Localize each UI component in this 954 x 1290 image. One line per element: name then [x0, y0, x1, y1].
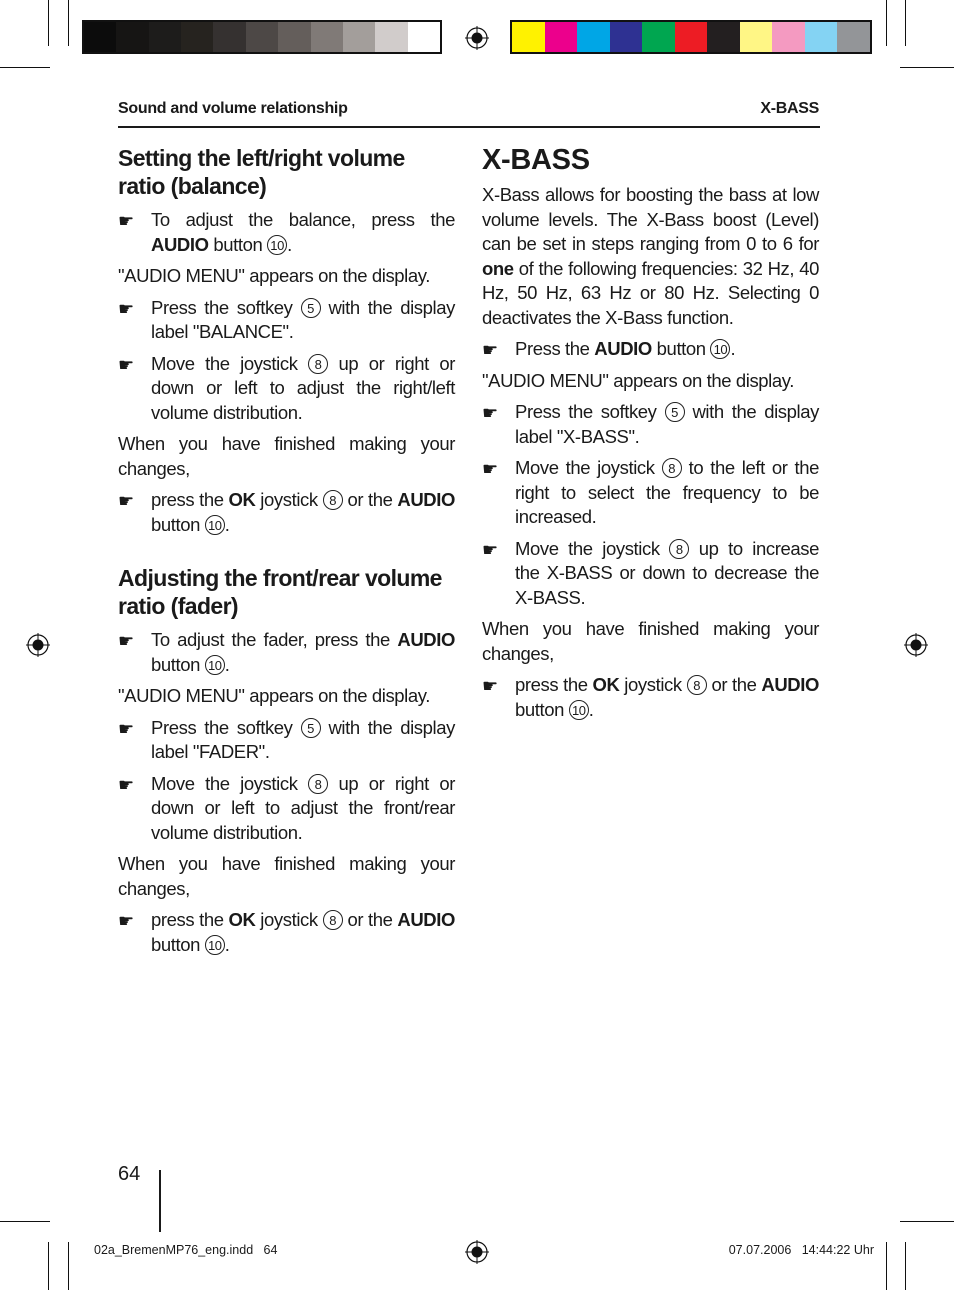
color-swatch [375, 22, 407, 52]
callout-8: 8 [687, 675, 707, 695]
registration-mark-icon [465, 26, 489, 50]
balance-step-3: ☛ Move the joystick 8 up or right or down or left to adjust the right/left volume distribution. [118, 352, 455, 423]
registration-mark-icon [904, 633, 928, 657]
callout-10: 10 [205, 515, 225, 535]
right-column [482, 140, 819, 729]
pointing-hand-icon: ☛ [118, 491, 134, 511]
fader-menu-note: "AUDIO MENU" appears on the display. [118, 685, 430, 706]
color-swatch [577, 22, 610, 52]
color-swatch [181, 22, 213, 52]
color-swatch [610, 22, 643, 52]
pointing-hand-icon: ☛ [482, 459, 498, 479]
crop-mark [48, 1242, 49, 1290]
callout-10: 10 [267, 235, 287, 255]
callout-8: 8 [662, 458, 682, 478]
xbass-step-4: ☛ Move the joystick 8 up to increase the X-BASS or down to decrease the X-BASS. [482, 537, 819, 608]
xbass-step-1: ☛ Press the AUDIO button 10 . [482, 337, 819, 362]
running-header-section: Sound and volume relationship [118, 100, 348, 117]
xbass-step-5: ☛ press the OK joystick 8 or the AUDIO button 10 . [482, 674, 819, 720]
color-swatch [278, 22, 310, 52]
balance-finish-note: When you have finished making your changes, [118, 433, 455, 479]
header-rule [118, 126, 820, 128]
color-swatch [837, 22, 870, 52]
slug-timestamp: 07.07.2006 14:44:22 Uhr [728, 1243, 874, 1257]
fader-step-3: ☛ Move the joystick 8 up or right or down or left to adjust the front/rear volume distribution. [118, 772, 455, 843]
callout-8: 8 [323, 490, 343, 510]
balance-step-2: ☛ Press the softkey 5 with the display label "BALANCE". [118, 296, 455, 342]
balance-heading: Setting the left/right volume ratio (balance) [118, 145, 405, 199]
color-swatch [116, 22, 148, 52]
pointing-hand-icon: ☛ [118, 211, 134, 231]
crop-mark [0, 67, 50, 68]
callout-8: 8 [323, 910, 343, 930]
pointing-hand-icon: ☛ [482, 676, 498, 696]
pointing-hand-icon: ☛ [482, 403, 498, 423]
color-swatch [545, 22, 578, 52]
fader-step-4: ☛ press the OK joystick 8 or the AUDIO button 10 . [118, 909, 455, 955]
crop-mark [905, 1242, 906, 1290]
callout-8: 8 [669, 539, 689, 559]
slug-filename: 02a_BremenMP76_eng.indd 64 [94, 1243, 278, 1257]
pointing-hand-icon: ☛ [482, 539, 498, 560]
crop-mark [0, 1221, 50, 1222]
crop-mark [900, 67, 954, 68]
color-swatch [805, 22, 838, 52]
xbass-intro: X-Bass allows for boosting the bass at low volume levels. The X-Bass boost (Level) can be set in steps ranging from 0 to 6 for one of the following frequencies: 32 Hz, 40 Hz, 50 Hz, 63 Hz or 80 Hz. Selecting 0 deactivates the X-Bass function. [482, 184, 819, 328]
crop-mark [886, 1242, 887, 1290]
xbass-finish-note: When you have finished making your changes, [482, 618, 819, 664]
color-swatch [512, 22, 545, 52]
page-number: 64 [118, 1163, 141, 1185]
color-swatch [343, 22, 375, 52]
xbass-step-2: ☛ Press the softkey 5 with the display label "X-BASS". [482, 401, 819, 447]
crop-mark [905, 0, 906, 46]
pointing-hand-icon: ☛ [482, 340, 498, 360]
pointing-hand-icon: ☛ [118, 718, 134, 739]
fader-step-2: ☛ Press the softkey 5 with the display label "FADER". [118, 716, 455, 762]
fader-step-1: ☛ To adjust the fader, press the AUDIO button 10 . [118, 629, 455, 675]
registration-mark-icon [465, 1240, 489, 1264]
color-swatch [675, 22, 708, 52]
registration-mark-icon [26, 633, 50, 657]
callout-5: 5 [301, 718, 321, 738]
fader-finish-note: When you have finished making your changes, [118, 853, 455, 899]
callout-10: 10 [569, 700, 589, 720]
color-swatch [772, 22, 805, 52]
color-swatch [740, 22, 773, 52]
color-swatch [246, 22, 278, 52]
callout-8: 8 [308, 774, 328, 794]
callout-10: 10 [205, 935, 225, 955]
xbass-step-3: ☛ Move the joystick 8 to the left or the right to select the frequency to be increased. [482, 457, 819, 527]
xbass-heading: X-BASS [482, 144, 590, 176]
pointing-hand-icon: ☛ [118, 774, 134, 795]
color-swatch [311, 22, 343, 52]
grayscale-calibration-bar [82, 20, 442, 54]
callout-8: 8 [308, 354, 328, 374]
xbass-menu-note: "AUDIO MENU" appears on the display. [482, 369, 794, 391]
pointing-hand-icon: ☛ [118, 911, 134, 931]
crop-mark [900, 1221, 954, 1222]
pointing-hand-icon: ☛ [118, 631, 134, 651]
fader-heading: Adjusting the front/rear volume ratio (fader) [118, 565, 442, 619]
balance-step-1: ☛ To adjust the balance, press the AUDIO button 10 . [118, 209, 455, 255]
color-swatch [149, 22, 181, 52]
callout-10: 10 [710, 339, 730, 359]
crop-mark [68, 1242, 69, 1290]
crop-mark [48, 0, 49, 46]
color-swatch [642, 22, 675, 52]
callout-5: 5 [301, 298, 321, 318]
left-column [118, 140, 455, 964]
color-swatch [84, 22, 116, 52]
color-calibration-bar [510, 20, 872, 54]
footer-rule [159, 1170, 161, 1232]
crop-mark [68, 0, 69, 46]
balance-menu-note: "AUDIO MENU" appears on the display. [118, 265, 430, 286]
color-swatch [408, 22, 440, 52]
crop-mark [886, 0, 887, 46]
balance-step-4: ☛ press the OK joystick 8 or the AUDIO button 10 . [118, 489, 455, 535]
callout-10: 10 [205, 655, 225, 675]
pointing-hand-icon: ☛ [118, 298, 134, 319]
color-swatch [707, 22, 740, 52]
callout-5: 5 [665, 402, 685, 422]
color-swatch [213, 22, 245, 52]
running-header-topic: X-BASS [760, 100, 819, 117]
pointing-hand-icon: ☛ [118, 354, 134, 375]
